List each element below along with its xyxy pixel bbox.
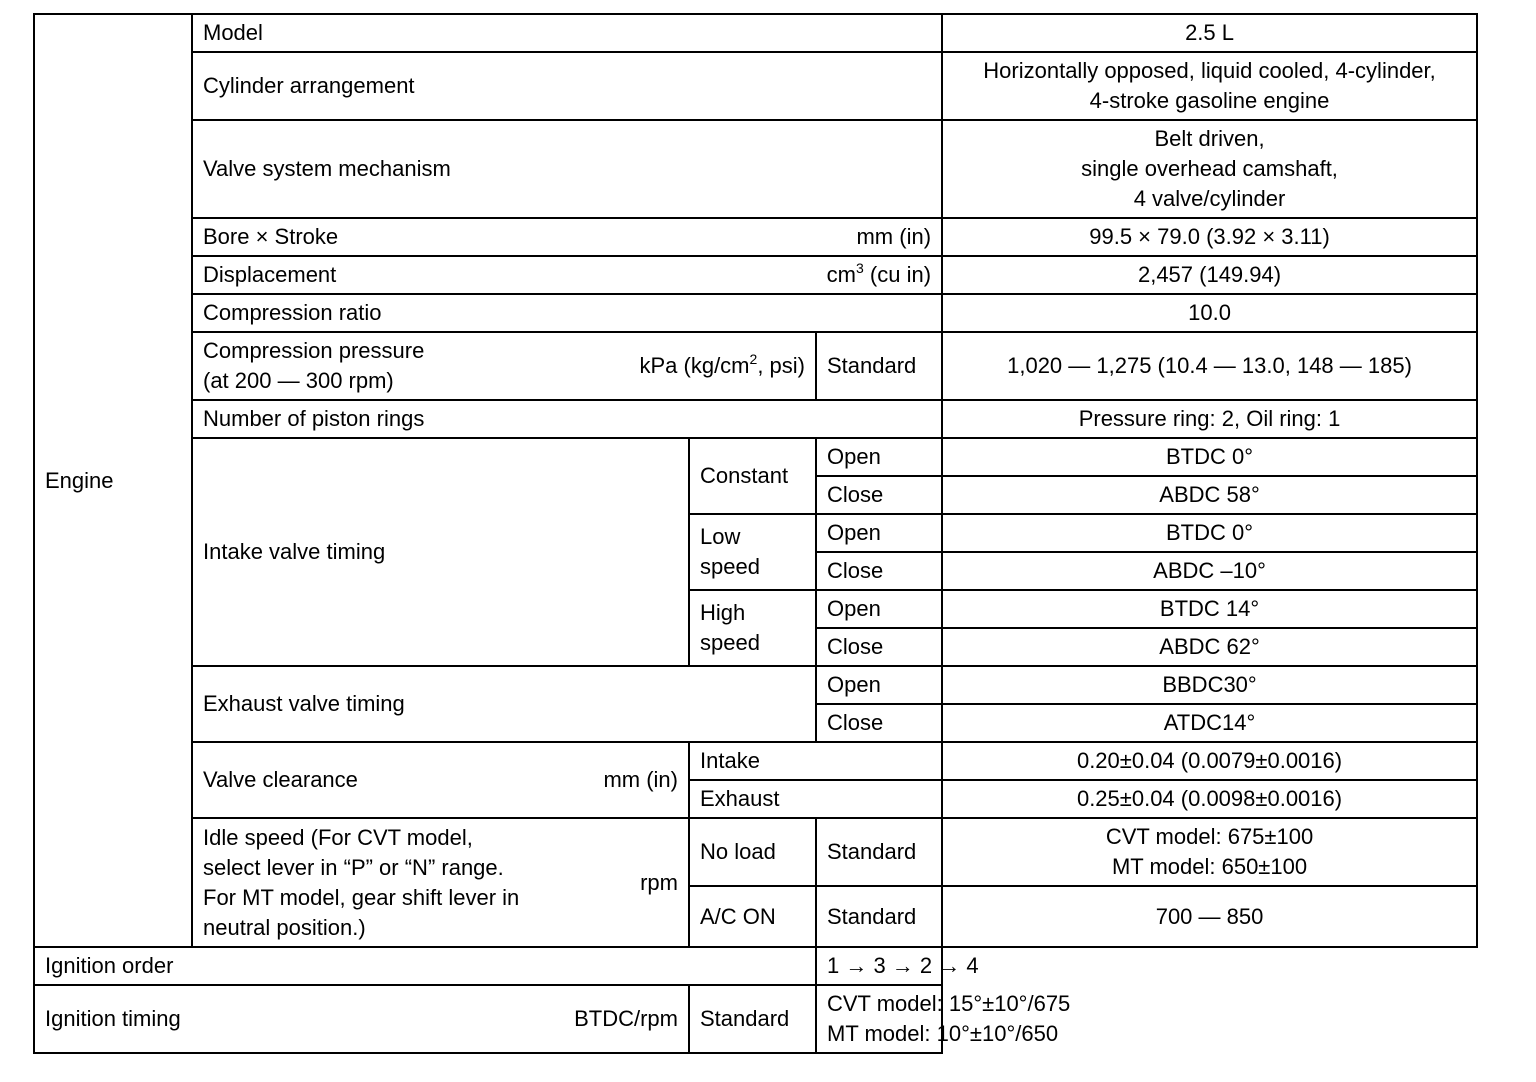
row-model: [34, 14, 1477, 52]
idle-noload-value1: CVT model: 675±100: [1105, 824, 1314, 849]
intake-constant-close-value: ABDC 58°: [942, 476, 1477, 514]
bore-label-cell: [192, 218, 942, 256]
intake-high-open-value: BTDC 14°: [942, 590, 1477, 628]
row-cylinder-arrangement: [34, 52, 1477, 120]
compression-pressure-label2: (at 200 — 300 rpm): [203, 368, 394, 393]
compression-ratio-value: 10.0: [942, 294, 1477, 332]
displacement-label: Displacement: [203, 262, 337, 287]
idle-label-line2: select lever in “P” or “N” range.: [203, 854, 504, 880]
cylinder-value-line2: 4-stroke gasoline engine: [1089, 88, 1330, 113]
idle-label-line1: Idle speed (For CVT model,: [203, 824, 473, 850]
valve-clearance-unit: mm (in): [603, 767, 678, 792]
compression-pressure-value: 1,020 — 1,275 (10.4 — 13.0, 148 — 185): [942, 332, 1477, 400]
valve-mech-line3: 4 valve/cylinder: [1133, 186, 1286, 211]
compression-pressure-label-cell: [192, 332, 816, 400]
ignition-timing-cond: Standard: [689, 985, 816, 1053]
engine-spec-table: [33, 13, 1478, 1054]
ignition-timing-unit: BTDC/rpm: [574, 1006, 678, 1031]
ignition-timing-value2: MT model: 10°±10°/650: [827, 1021, 1059, 1046]
bore-unit: mm (in): [856, 224, 932, 249]
exhaust-close-label: Close: [816, 704, 942, 742]
valve-mech-label: Valve system mechanism: [192, 120, 942, 218]
idle-label-cell: [192, 818, 689, 947]
intake-low-label: [689, 514, 816, 590]
intake-constant-open-label: Open: [816, 438, 942, 476]
row-exhaust-open: [34, 666, 1477, 704]
intake-high-label2: speed: [700, 630, 760, 655]
row-valve-mechanism: [34, 120, 1477, 218]
valve-mech-line1: Belt driven,: [1154, 126, 1265, 151]
displacement-value: 2,457 (149.94): [942, 256, 1477, 294]
model-label: Model: [192, 14, 942, 52]
idle-ac-value: 700 — 850: [942, 886, 1477, 947]
cylinder-label: Cylinder arrangement: [192, 52, 942, 120]
intake-constant-close-label: Close: [816, 476, 942, 514]
idle-noload-value2: MT model: 650±100: [1111, 854, 1308, 879]
intake-low-open-label: Open: [816, 514, 942, 552]
idle-label-line4: neutral position.): [203, 914, 366, 940]
ignition-timing-label-cell: [34, 985, 689, 1053]
idle-noload-value: [942, 818, 1477, 886]
idle-unit: rpm: [640, 869, 678, 895]
intake-high-open-label: Open: [816, 590, 942, 628]
ignition-timing-value1: CVT model: 15°±10°/675: [827, 991, 1071, 1016]
intake-high-close-label: Close: [816, 628, 942, 666]
intake-high-label1: High: [700, 600, 746, 625]
displacement-unit: $cm^3$ (cu in): [826, 260, 932, 287]
ignition-order-value: 1 → 3 → 2 → 4: [816, 947, 942, 985]
row-compression-ratio: [34, 294, 1477, 332]
valve-clearance-intake-value: 0.20±0.04 (0.0079±0.0016): [942, 742, 1477, 780]
compression-ratio-label: Compression ratio: [192, 294, 942, 332]
valve-clearance-label-cell: [192, 742, 689, 818]
intake-high-close-value: ABDC 62°: [942, 628, 1477, 666]
row-ignition-order: [34, 947, 1477, 985]
idle-noload-cond: Standard: [816, 818, 942, 886]
exhaust-open-value: BBDC30°: [942, 666, 1477, 704]
ignition-timing-value: [816, 985, 1071, 1053]
row-idle-noload: [34, 818, 1477, 886]
intake-constant-open-value: BTDC 0°: [942, 438, 1477, 476]
valve-mech-line2: single overhead camshaft,: [1081, 156, 1338, 181]
piston-rings-value: Pressure ring: 2, Oil ring: 1: [942, 400, 1477, 438]
valve-clearance-exhaust-label: Exhaust: [689, 780, 942, 818]
exhaust-open-label: Open: [816, 666, 942, 704]
row-compression-pressure: [34, 332, 1477, 400]
model-value: 2.5 L: [942, 14, 1477, 52]
idle-ac-label: A/C ON: [689, 886, 816, 947]
intake-low-label1: Low: [700, 524, 741, 549]
displacement-label-cell: [192, 256, 942, 294]
compression-pressure-unit: kPa ($kg/cm^2$, psi): [639, 351, 805, 378]
idle-ac-cond: Standard: [816, 886, 942, 947]
valve-clearance-intake-label: Intake: [689, 742, 942, 780]
row-valve-clearance-intake: [34, 742, 1477, 780]
cylinder-value-line1: Horizontally opposed, liquid cooled, 4-cylinder,: [983, 58, 1436, 83]
row-displacement: [34, 256, 1477, 294]
intake-low-close-value: ABDC –10°: [942, 552, 1477, 590]
intake-low-open-value: BTDC 0°: [942, 514, 1477, 552]
idle-noload-label: No load: [689, 818, 816, 886]
bore-value: 99.5 × 79.0 (3.92 × 3.11): [942, 218, 1477, 256]
intake-constant-label: Constant: [689, 438, 816, 514]
section-engine: Engine: [34, 14, 192, 947]
intake-low-label2: speed: [700, 554, 760, 579]
exhaust-close-value: ATDC14°: [942, 704, 1477, 742]
row-intake-constant-open: [34, 438, 1477, 476]
idle-label-line3: For MT model, gear shift lever in: [203, 884, 520, 910]
intake-low-close-label: Close: [816, 552, 942, 590]
valve-clearance-exhaust-value: 0.25±0.04 (0.0098±0.0016): [942, 780, 1477, 818]
valve-mech-value: [942, 120, 1477, 218]
piston-rings-label: Number of piston rings: [192, 400, 942, 438]
cylinder-value: [942, 52, 1477, 120]
exhaust-timing-label: Exhaust valve timing: [192, 666, 816, 742]
row-ignition-timing: [34, 985, 1477, 1053]
ignition-timing-label: Ignition timing: [45, 1006, 181, 1031]
compression-pressure-label1: Compression pressure: [203, 338, 425, 363]
row-piston-rings: [34, 400, 1477, 438]
intake-timing-label: Intake valve timing: [192, 438, 689, 666]
ignition-order-label: Ignition order: [34, 947, 816, 985]
row-bore-stroke: [34, 218, 1477, 256]
bore-label: Bore × Stroke: [203, 224, 339, 249]
intake-high-label: [689, 590, 816, 666]
valve-clearance-label: Valve clearance: [203, 767, 358, 792]
compression-pressure-cond: Standard: [816, 332, 942, 400]
